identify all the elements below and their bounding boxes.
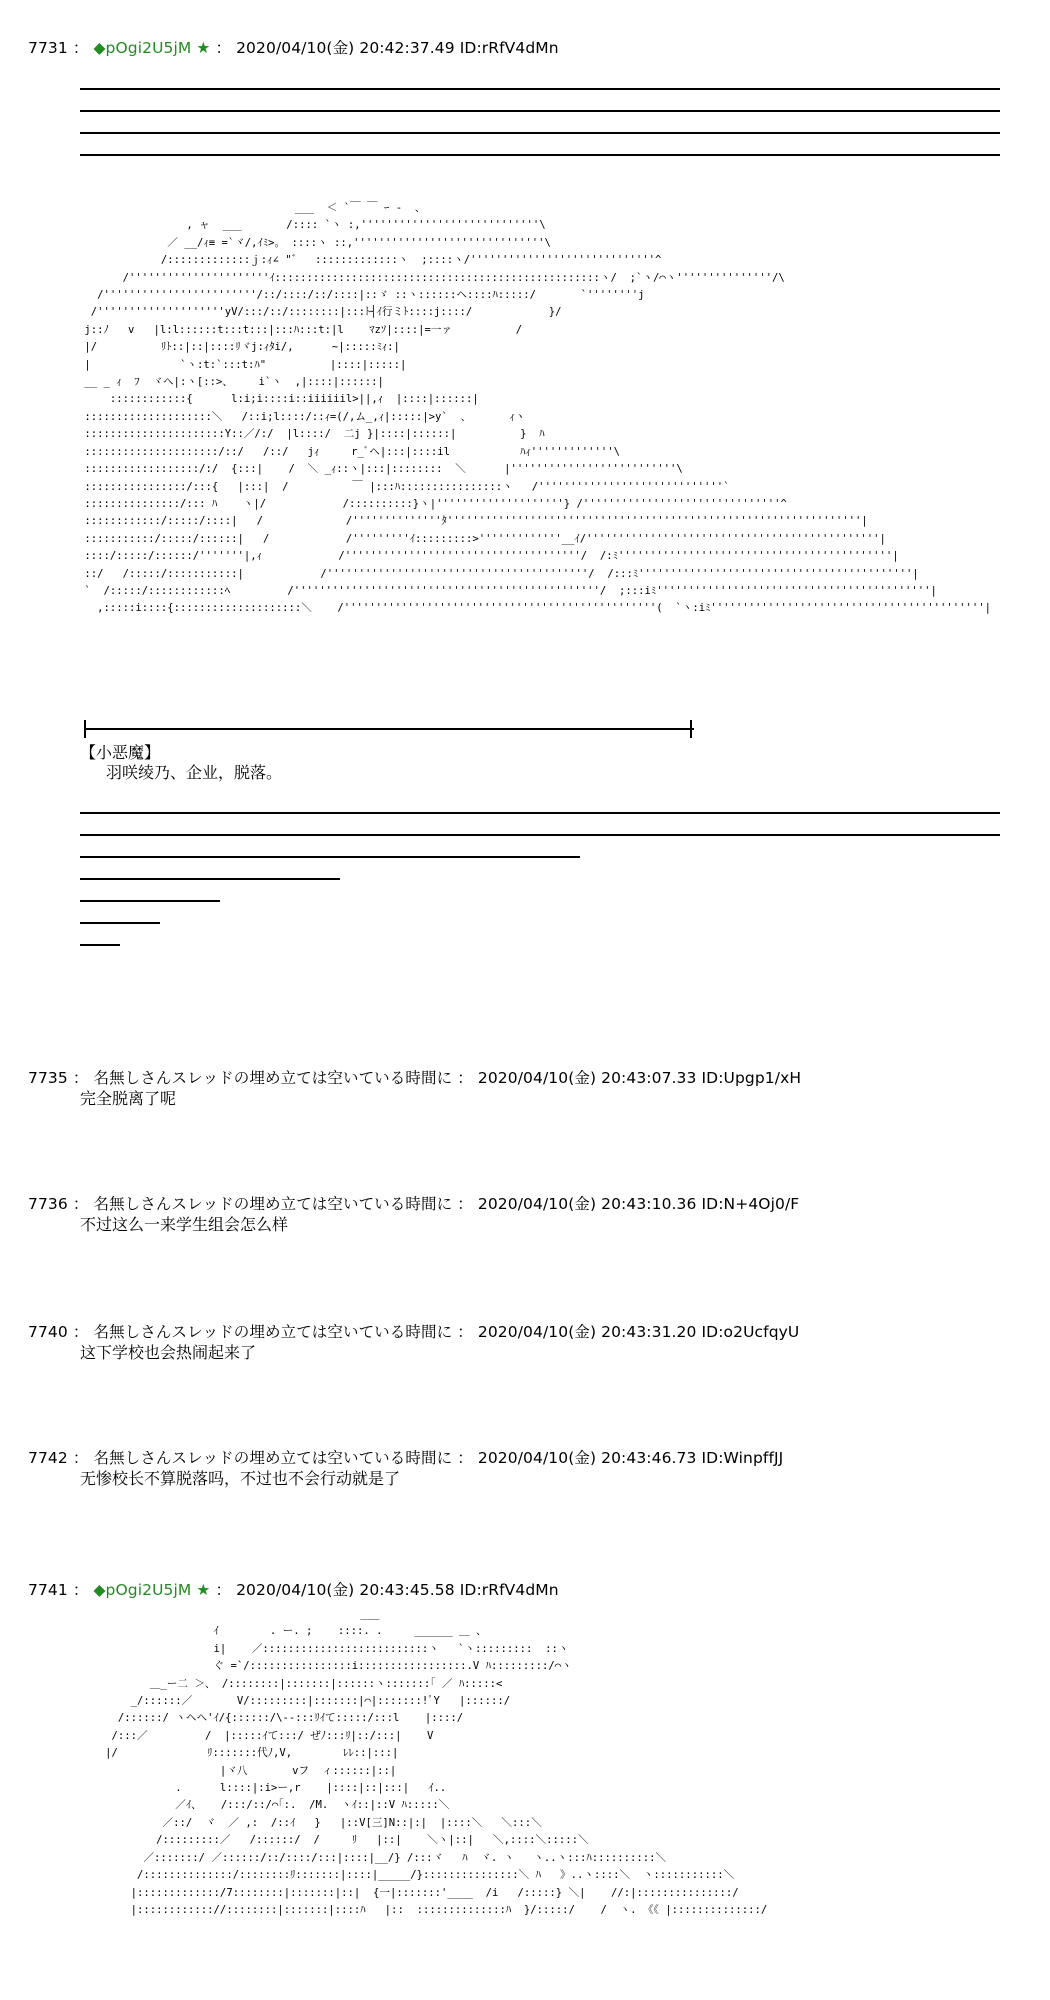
post-body: 完全脱离了呢 — [80, 1089, 177, 1108]
post-separator: ： — [72, 1581, 89, 1599]
post-separator: ： — [72, 1323, 89, 1341]
art-baseline-tick-right — [690, 720, 692, 738]
header-colon: ： — [457, 1323, 473, 1341]
star-icon: ★ — [196, 1581, 211, 1599]
divider-line — [80, 88, 1000, 90]
art-baseline-tick-left — [84, 720, 86, 738]
post-date: 2020/04/10(金) 20:43:07.33 — [477, 1069, 697, 1087]
ascii-art-figure: ___ ＜ `￣ ￣ ｰ - 、 , ャ ___ /:::: `ヽ :,''''''''''''''''''''''''''''\ ／ __/ｨ≡ =`ヾ/,ｲﾐ>。 ::::ヽ ::,''''''''''''''''''''''''''''''\ /:::::::::::::ｊ:ｨ∠ "゛ :::::::::::::ヽ ;::::ヽ/'''''''''''''''''''''''''''''^ /''''''''''''''''''''''ｲ:::::::::::::::::::::::::::::::::::::::::::::::::::ヽ/ ;`ヽ/⌒ヽ'''''''''''''''/\ /''''''''''''''''''''''''/::/::::/::/::::|::ゞ ::ヽ::::::ヘ::::ﾊ:::::/ `''''''''j /''''''''''''''''''''yV/:::/::/::::::::|:::ﾄ┤ｲ行ミﾄ::::j::::/ }/ j::ﾉ v |l:l::::::t:::t:::|:::ﾊ:::t:|l ﾏzｿ|::::|=一ァ / |/ ﾘﾄ::|::|::::ﾘヾj:ｨﾀi/, ~|:::::ﾐｨ:| | `ヽ:t:`:::t:ﾊ" |::::|:::::| __ _ ｨ ﾌ ヾヘ|:ヽ[::>、 i`ヽ ,|::::|::::::| ::::::::::::{ l:i;i::::i::iiiiiil>||,ｨ |::::|::::::| ::::::::::::::::::::＼ /::i;l::::/::ｨ=(/,ム_,ｨ|:::::|>y` 、 ｨヽ ::::::::::::::::::::::Y::／/:/ |l::::/ 二j }|::::|::::::| } ﾊ :::::::::::::::::::::/::/ /::/ jｨ r_ﾞヘ|:::|::::il ﾊｨ'''''''''''''\ ::::::::::::::::::/:/ {:::| / ＼ _ｨ::ヽ|:::|:::::::: ＼ |''''''''''''''''''''''''''\ ::::::::::::::::/:::{ |:::| / ￣ |:::ﾊ::::::::::::::::ヽ /'''''''''''''''''''''''''''''` :::::::::::::::/::: ﾊ ヽ|/ /::::::::::}ヽ|''''''''''''''''''''} /'''''''''''''''''''''''''''''''^ ::::::::::::/:::::/::::| / /''''''''''''''ﾀ'''''''''''''''''''''''''''''''''''''''''''''''''''''''''''''''''| :::::::::::/:::::/::::::| / /'''''''''ｲ:::::::::>'''''''''''''__ｲ/''''''''''''''''''''''''''''''''''''''''''''''| ::::/:::::/::::::/'''''''|,ｨ /'''''''''''''''''''''''''''''''''''''/ /:ﾐ'''''''''''''''''''''''''''''''''''''''''''| ::/ /:::::/:::::::::::| /'''''''''''''''''''''''''''''''''''''''''/ /:::ﾐ'''''''''''''''''''''''''''''''''''''''''''| ` /:::::/::::::::::::ﾍ /''''''''''''''''''''''''''''''''''''''''''''''''/ ;:::iﾐ'''''''''''''''''''''''''''''''''''''''''''| ,:::::i::::{::::::::::::::::::::＼ /'''''''''''''''''''''''''''''''''''''''''''''''''( `ヽ:iﾐ'''''''''''''''''''''''''''''''''''''''''''| — [84, 202, 992, 615]
divider-line — [80, 922, 160, 924]
post-number[interactable]: 7741 — [28, 1581, 68, 1599]
post-header — [28, 38, 559, 58]
divider-line — [80, 110, 1000, 112]
poster-name: 名無しさんスレッドの埋め立ては空いている時間に — [93, 1069, 453, 1087]
poster-name: 名無しさんスレッドの埋め立ては空いている時間に — [93, 1449, 453, 1467]
post-body: 不过这么一来学生组会怎么样 — [80, 1215, 289, 1234]
poster-id[interactable]: ID:N+4Oj0/F — [701, 1195, 800, 1213]
header-colon: ： — [457, 1069, 473, 1087]
post-separator: ： — [72, 1069, 89, 1087]
poster-id[interactable]: ID:WinpffJJ — [701, 1449, 784, 1467]
poster-id[interactable]: ID:rRfV4dMn — [459, 39, 559, 57]
header-colon: ： — [215, 1581, 232, 1599]
poster-trip: ◆pOgi2U5jM — [93, 1581, 192, 1599]
post-number[interactable]: 7742 — [28, 1449, 68, 1467]
post-body: 这下学校也会热闹起来了 — [80, 1343, 257, 1362]
post-number[interactable]: 7736 — [28, 1195, 68, 1213]
header-colon: ： — [215, 39, 232, 57]
post-number[interactable]: 7735 — [28, 1069, 68, 1087]
post-number[interactable]: 7731 — [28, 39, 68, 57]
post-separator: ： — [72, 1195, 89, 1213]
header-colon: ： — [457, 1449, 473, 1467]
divider-line — [80, 856, 580, 858]
poster-id[interactable]: ID:Upgp1/xH — [701, 1069, 802, 1087]
poster-id[interactable]: ID:rRfV4dMn — [459, 1581, 559, 1599]
post-date: 2020/04/10(金) 20:42:37.49 — [236, 39, 455, 57]
poster-id[interactable]: ID:o2UcfqyU — [701, 1323, 800, 1341]
caption-text: 羽咲绫乃、企业，脱落。 — [106, 763, 283, 782]
divider-line — [80, 878, 340, 880]
post-header — [28, 1194, 799, 1214]
post-date: 2020/04/10(金) 20:43:10.36 — [477, 1195, 697, 1213]
post-header — [28, 1068, 801, 1088]
divider-line — [80, 154, 1000, 156]
poster-trip: ◆pOgi2U5jM — [93, 39, 192, 57]
post-date: 2020/04/10(金) 20:43:45.58 — [236, 1581, 455, 1599]
star-icon: ★ — [196, 39, 211, 57]
art-baseline — [84, 728, 694, 730]
divider-line — [80, 834, 1000, 836]
divider-line — [80, 900, 220, 902]
header-colon: ： — [457, 1195, 473, 1213]
post-body: 无惨校长不算脱落吗，不过也不会行动就是了 — [80, 1469, 401, 1488]
poster-name: 名無しさんスレッドの埋め立ては空いている時間に — [93, 1323, 453, 1341]
divider-line — [80, 812, 1000, 814]
poster-name: 名無しさんスレッドの埋め立ては空いている時間に — [93, 1195, 453, 1213]
ascii-art-figure: ___ ｲ . ー. ; ::::. . ______ ＿ 、 i| ／::::::::::::::::::::::::::ヽ `ヽ::::::::: ::ヽ ぐ =`/::::::::::::::::i:::::::::::::::::.V ﾊ:::::::::/⌒ヽ ＿_ー二 ＞、 /::::::::|:::::::|::::::ヽ:::::::｢ ／ ﾊ:::::< _/::::::／ V/:::::::::|:::::::|⌒|:::::::!ﾟY |::::::/ /::::::/ ヽヘヘ'ｲ/{::::::/\--:::ﾘｲて:::::/:::l |::::/ /:::／ / |:::::ｲて:::/ ぜﾉ:::ﾘ|::/:::| V |/ ﾘ:::::::代ﾉ,V, ﾚﾚ::|:::| |ヾ八 vフ ィ::::::|::| . l::::|:i>ー,r |::::|::|:::| ｲ.. ／ｲ、 /:::/::/⌒｢:. /M. ヽｲ::|::V ﾊ:::::＼ ／::/ ヾ ／ ,: /::ｲ } |::V[三]N::|:| |::::＼ ＼:::＼ /:::::::::／ /::::::/ / ﾘ |::| ＼ヽ|::| ＼,::::＼:::::＼ ／:::::::/ ／::::::/::/::::/:::|::::|__/} /:::ヾ ﾊ ヾ. ヽ ヽ..ヽ:::ﾊ::::::::::＼ /::::::::::::::/::::::::ﾘ:::::::|::::|_____/}:::::::::::::::＼ ﾊ 》..ヽ::::＼ ヽ:::::::::::＼ |:::::::::::::/7::::::::|:::::::|::| {一|:::::::'____ /i /:::::} ＼| //:|:::::::::::::::/ |:::::::::::://::::::::|:::::::|::::ﾊ |:: ::::::::::::::ﾊ }/:::::/ / ヽ. 《《 |::::::::::::::/ — [105, 1608, 768, 1916]
divider-line — [80, 944, 120, 946]
post-header — [28, 1580, 559, 1600]
post-header — [28, 1448, 783, 1468]
post-date: 2020/04/10(金) 20:43:31.20 — [477, 1323, 697, 1341]
divider-line — [80, 132, 1000, 134]
post-separator: ： — [72, 39, 89, 57]
post-separator: ： — [72, 1449, 89, 1467]
post-header — [28, 1322, 799, 1342]
post-number[interactable]: 7740 — [28, 1323, 68, 1341]
caption-title: 【小恶魔】 — [80, 743, 161, 762]
post-date: 2020/04/10(金) 20:43:46.73 — [477, 1449, 697, 1467]
